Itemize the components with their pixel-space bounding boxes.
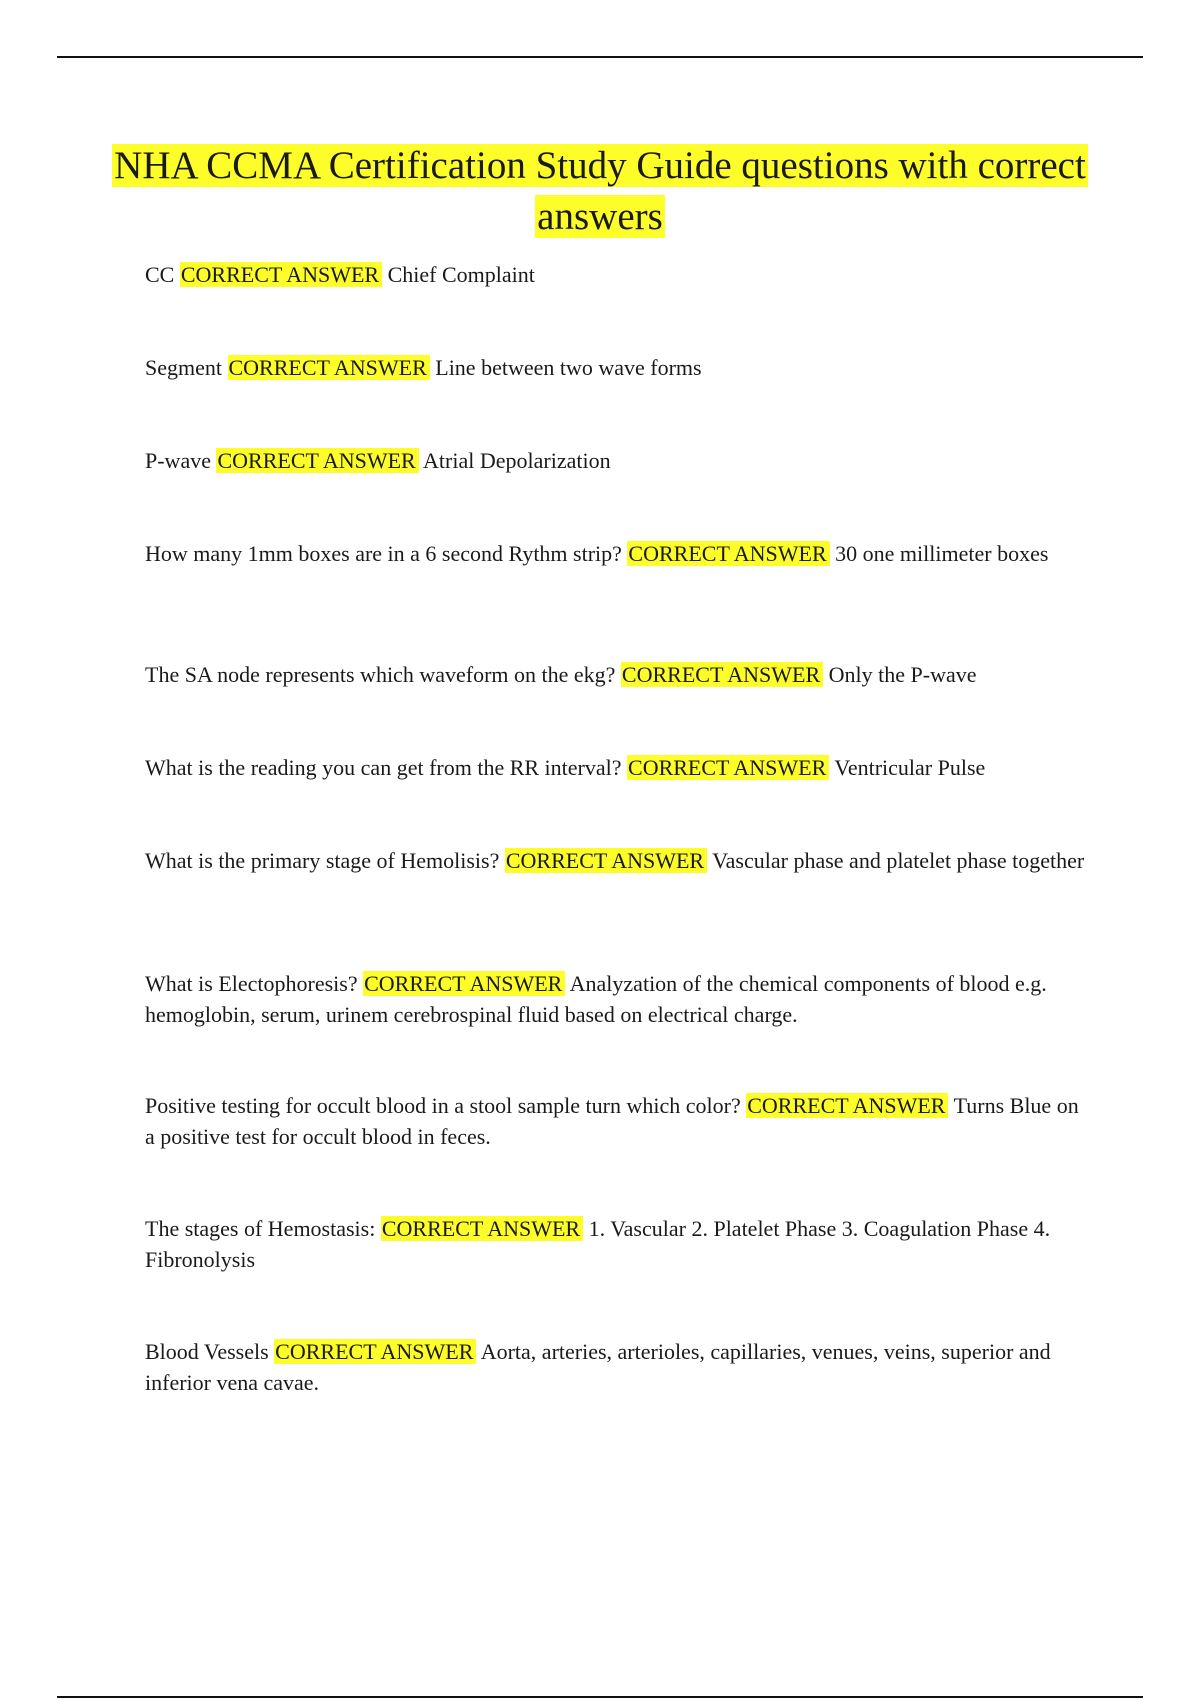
question-text: Positive testing for occult blood in a stool sample turn which color? [145,1093,741,1118]
answer-text: Ventricular Pulse [834,755,986,780]
question-text: The SA node represents which waveform on the ekg? [145,662,616,687]
page-title-text: NHA CCMA Certification Study Guide questions with correct answers [114,144,1086,238]
answer-text: Turns Blue on a positive test for occult blood in feces. [145,1093,1079,1149]
qa-item [145,538,1090,569]
correct-answer-marker: CORRECT ANSWER [381,1216,583,1241]
correct-answer-marker: CORRECT ANSWER [216,448,418,473]
correct-answer-marker: CORRECT ANSWER [505,848,707,873]
answer-text: Analyzation of the chemical components of blood e.g. hemoglobin, serum, urinem cerebrospinal fluid based on electrical charge. [145,971,1047,1027]
question-text: P-wave [145,448,211,473]
qa-item [145,1213,1090,1275]
qa-item [145,1336,1090,1398]
qa-item [145,1090,1090,1152]
correct-answer-marker: CORRECT ANSWER [746,1093,948,1118]
qa-item [145,659,1090,690]
answer-text: Aorta, arteries, arterioles, capillaries, venues, veins, superior and inferior vena cavae. [145,1339,1051,1395]
correct-answer-marker: CORRECT ANSWER [621,662,823,687]
correct-answer-marker: CORRECT ANSWER [228,355,430,380]
answer-text: 1. Vascular 2. Platelet Phase 3. Coagulation Phase 4. Fibronolysis [145,1216,1051,1272]
question-text: Segment [145,355,222,380]
answer-text: Chief Complaint [387,262,535,287]
question-text: What is Electophoresis? [145,971,358,996]
qa-item [145,259,1090,290]
qa-item [145,845,1090,876]
answer-text: Only the P-wave [828,662,977,687]
qa-item [145,752,1090,783]
question-text: How many 1mm boxes are in a 6 second Rythm strip? [145,541,622,566]
question-text: CC [145,262,175,287]
qa-item [145,445,1090,476]
question-text: What is the reading you can get from the RR interval? [145,755,622,780]
answer-text: Line between two wave forms [435,355,702,380]
correct-answer-marker: CORRECT ANSWER [363,971,565,996]
question-text: The stages of Hemostasis: [145,1216,376,1241]
bottom-rule [57,1696,1143,1698]
answer-text: Atrial Depolarization [423,448,611,473]
answer-text: 30 one millimeter boxes [835,541,1049,566]
correct-answer-marker: CORRECT ANSWER [627,541,829,566]
answer-text: Vascular phase and platelet phase together [712,848,1085,873]
question-text: Blood Vessels [145,1339,269,1364]
qa-item [145,352,1090,383]
correct-answer-marker: CORRECT ANSWER [180,262,382,287]
question-text: What is the primary stage of Hemolisis? [145,848,500,873]
qa-item [145,968,1090,1030]
correct-answer-marker: CORRECT ANSWER [274,1339,476,1364]
correct-answer-marker: CORRECT ANSWER [627,755,829,780]
